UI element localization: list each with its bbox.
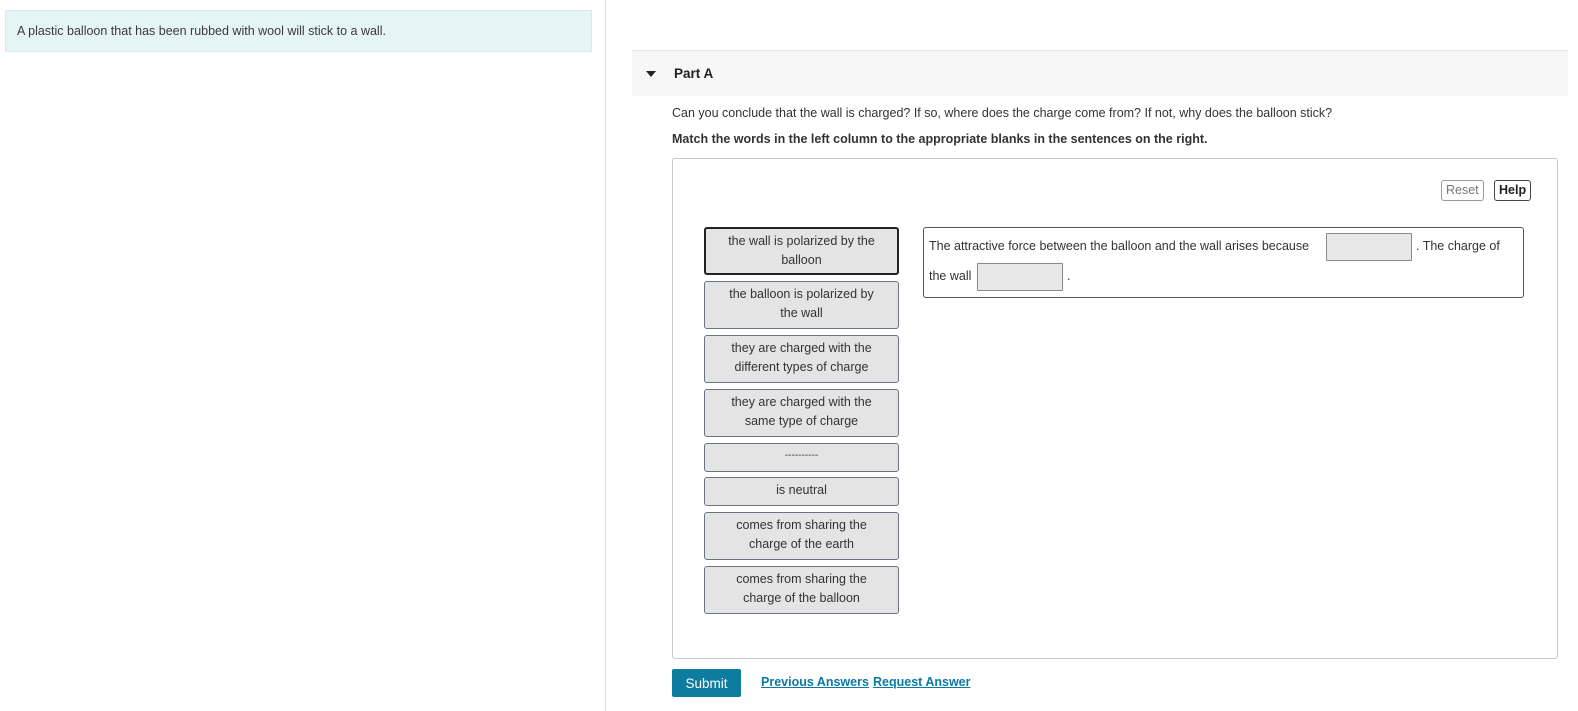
- sentence-text: the wall: [929, 269, 972, 283]
- reset-button[interactable]: Reset: [1441, 180, 1484, 201]
- previous-answers-link[interactable]: Previous Answers: [761, 675, 869, 689]
- instruction-text: Match the words in the left column to the appropriate blanks in the sentences on the right.: [672, 132, 1208, 146]
- sentence-drop-area: [923, 227, 1524, 298]
- tile-label-line: is neutral: [776, 483, 827, 497]
- tile-label-line: comes from sharing the: [736, 572, 867, 586]
- tile-label-line: the wall is polarized by the: [728, 234, 875, 248]
- answer-tile[interactable]: [704, 512, 899, 560]
- answer-tile[interactable]: [704, 227, 899, 275]
- part-a-header[interactable]: [632, 50, 1568, 96]
- submit-button[interactable]: Submit: [672, 669, 741, 697]
- answer-tile[interactable]: [704, 443, 899, 472]
- problem-intro-text: A plastic balloon that has been rubbed with wool will stick to a wall.: [5, 10, 592, 52]
- request-answer-link[interactable]: Request Answer: [873, 675, 971, 689]
- help-button[interactable]: Help: [1494, 180, 1531, 201]
- answer-tile[interactable]: [704, 389, 899, 437]
- answer-tile[interactable]: [704, 335, 899, 383]
- drop-target-blank-1[interactable]: [1326, 233, 1412, 261]
- sentence-text: .: [1067, 269, 1071, 283]
- question-pane: [632, 0, 1578, 711]
- sentence-text: . The charge of: [1416, 239, 1500, 253]
- tile-label-line: charge of the earth: [749, 537, 854, 551]
- tile-label-line: different types of charge: [734, 360, 869, 374]
- question-text: Can you conclude that the wall is charged? If so, where does the charge come from? If not, why does the balloon stick?: [672, 106, 1333, 120]
- tile-label-line: comes from sharing the: [736, 518, 867, 532]
- drop-target-blank-2[interactable]: [977, 263, 1063, 291]
- answer-tile[interactable]: [704, 281, 899, 329]
- tile-label-line: the balloon is polarized by: [729, 287, 874, 301]
- tile-label-line: same type of charge: [744, 414, 859, 428]
- collapse-caret-icon[interactable]: [646, 71, 656, 77]
- answer-tile[interactable]: [704, 477, 899, 506]
- tile-label-line: ----------: [784, 450, 819, 461]
- tile-label-line: charge of the balloon: [743, 591, 860, 605]
- tile-label-line: they are charged with the: [731, 395, 872, 409]
- tile-label-line: they are charged with the: [731, 341, 872, 355]
- tile-label-line: balloon: [781, 253, 822, 267]
- part-title: Part A: [674, 66, 714, 81]
- problem-intro-pane: [0, 0, 606, 711]
- drag-drop-workspace: [672, 158, 1558, 659]
- tile-label-line: the wall: [780, 306, 823, 320]
- sentence-text: The attractive force between the balloon and the wall arises because: [929, 239, 1310, 253]
- answer-tile[interactable]: [704, 566, 899, 614]
